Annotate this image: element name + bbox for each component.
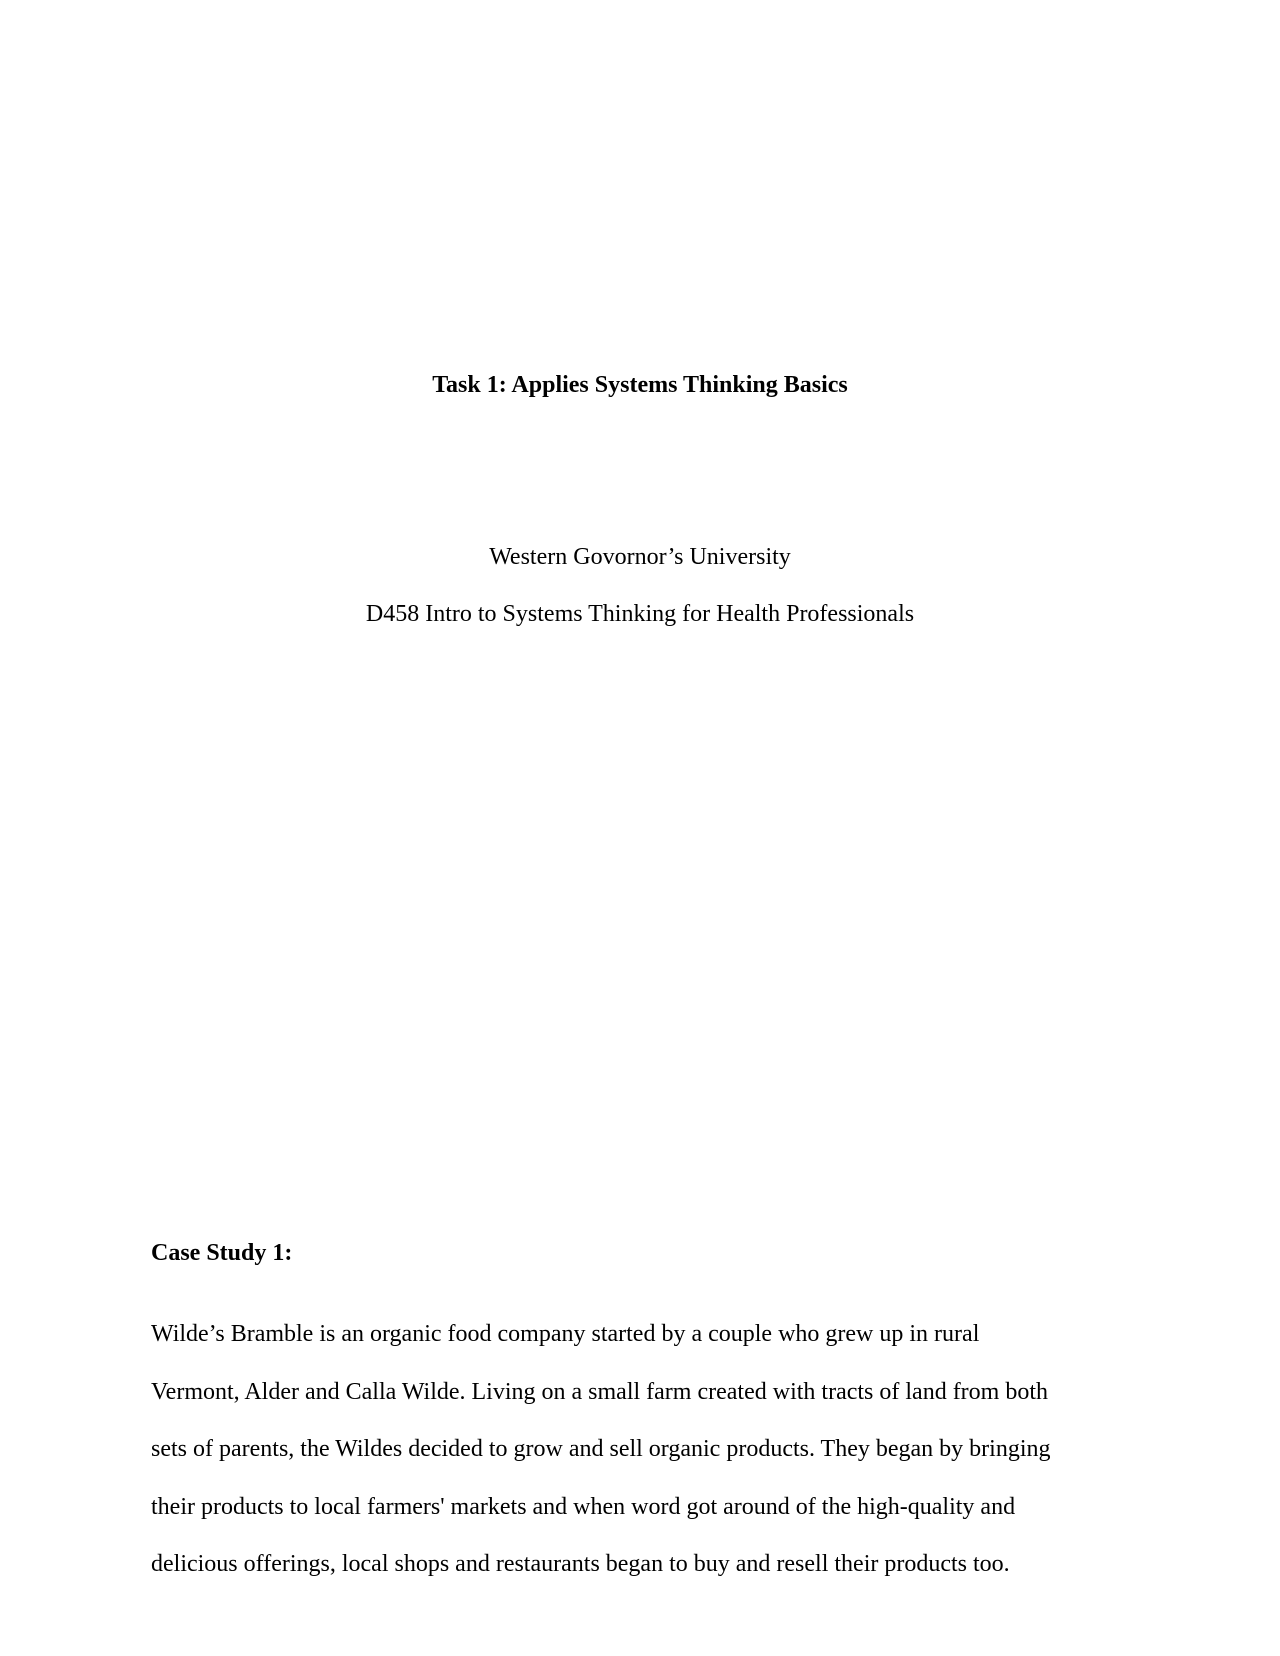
case-study-line: Wilde’s Bramble is an organic food company started by a couple who grew up in rural: [151, 1321, 980, 1347]
university-name: Western Govornor’s University: [489, 544, 791, 570]
case-study-line: sets of parents, the Wildes decided to grow and sell organic products. They began by bringing: [151, 1436, 1051, 1462]
case-study-line: their products to local farmers' markets and when word got around of the high-quality and: [151, 1494, 1016, 1520]
case-study-line: Vermont, Alder and Calla Wilde. Living on a small farm created with tracts of land from both: [151, 1379, 1049, 1405]
course-name: D458 Intro to Systems Thinking for Health Professionals: [365, 601, 915, 627]
case-study-line: delicious offerings, local shops and restaurants began to buy and resell their products too.: [151, 1551, 1010, 1577]
document-title: Task 1: Applies Systems Thinking Basics: [432, 372, 848, 398]
case-study-heading: Case Study 1:: [151, 1240, 293, 1266]
